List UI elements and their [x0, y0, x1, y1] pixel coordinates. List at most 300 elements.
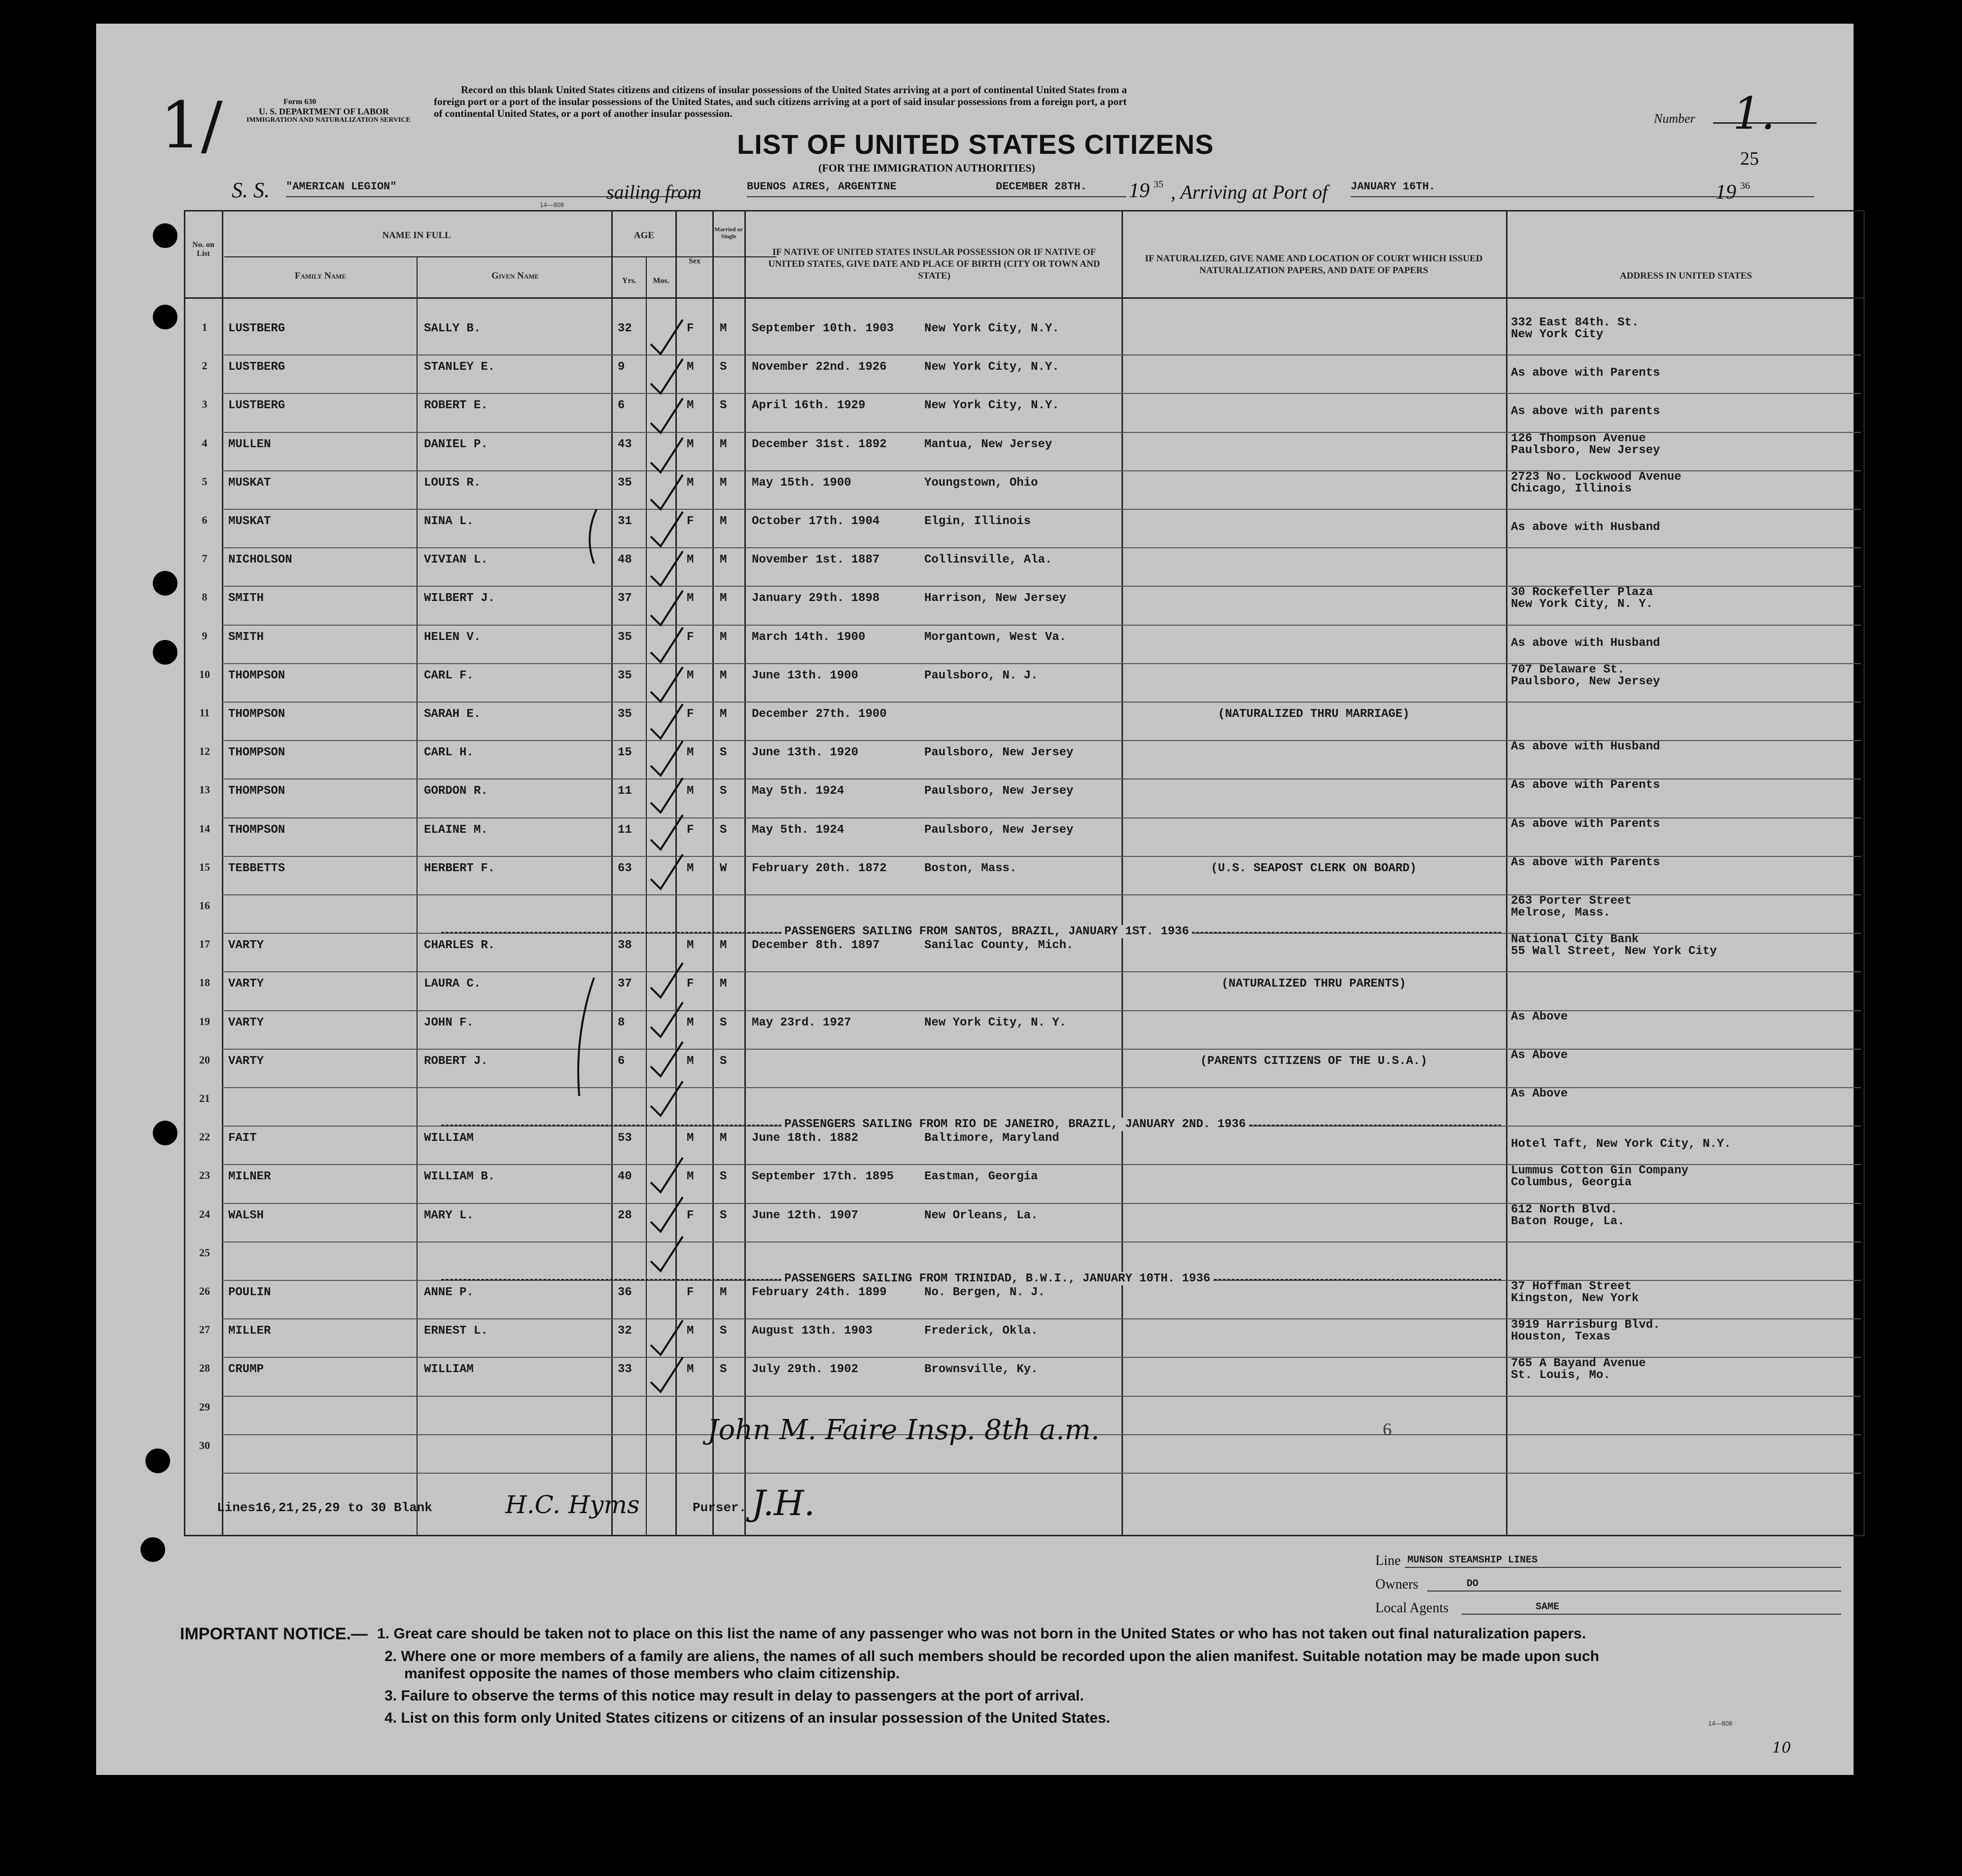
row-number: 16: [199, 899, 210, 912]
row-number: 27: [199, 1323, 210, 1336]
table-cell-naturalization: (NATURALIZED THRU PARENTS): [1221, 977, 1406, 991]
table-cell-sex: M: [687, 399, 694, 413]
table-cell-age: 48: [618, 553, 632, 567]
header-address: ADDRESS IN UNITED STATES: [1619, 271, 1752, 281]
table-cell-given: ANNE P.: [424, 1286, 474, 1299]
row-number: 2: [202, 359, 208, 372]
table-cell-marital: M: [720, 553, 727, 567]
col-divider: [646, 256, 647, 1536]
punch-hole: [145, 1449, 170, 1473]
header-age: AGE: [633, 230, 655, 241]
table-cell-birth-date: May 23rd. 1927: [752, 1016, 851, 1029]
from-underline: [747, 196, 1126, 197]
table-cell-marital: S: [720, 746, 727, 760]
table-cell-address-2: Melrose, Mass.: [1511, 906, 1611, 920]
table-cell-given: CHARLES R.: [424, 939, 495, 953]
table-cell-given: JOHN F.: [424, 1016, 474, 1029]
table-cell-birth-date: October 17th. 1904: [752, 515, 880, 528]
row-rule: [222, 1049, 1861, 1050]
preamble-line-2: foreign port or a port of the insular possessions of the United States, and such citizens arriving at a port of said insular possessions from a foreign port, a port: [434, 96, 1127, 107]
table-cell-given: HERBERT F.: [424, 861, 495, 875]
table-cell-age: 28: [618, 1208, 632, 1222]
table-cell-given: WILBERT J.: [424, 592, 495, 605]
table-cell-age: 36: [618, 1286, 632, 1299]
table-cell-marital: M: [720, 630, 727, 644]
table-cell-given: ROBERT J.: [424, 1054, 488, 1068]
corner-note: 10: [1772, 1739, 1791, 1757]
col-divider: [1506, 210, 1507, 1536]
table-cell-address-1: National City Bank: [1511, 933, 1639, 947]
table-cell-address-2: Baton Rouge, La.: [1511, 1214, 1625, 1228]
brace-mark: [569, 975, 599, 1098]
table-cell-sex: M: [687, 476, 694, 490]
table-cell-family: TEBBETTS: [228, 861, 285, 875]
table-cell-sex: M: [687, 1054, 694, 1068]
page-subtitle: (FOR THE IMMIGRATION AUTHORITIES): [818, 162, 1035, 174]
table-cell-birth-date: June 12th. 1907: [752, 1208, 859, 1222]
table-cell-address-1: 332 East 84th. St.: [1511, 316, 1639, 329]
form-number: Form 630: [283, 98, 316, 106]
row-number: 10: [199, 668, 210, 680]
table-cell-given: VIVIAN L.: [424, 553, 488, 567]
preamble-line-3: of continental United States, or a port of another insular possession.: [434, 107, 733, 119]
table-cell-address-1: 126 Thompson Avenue: [1511, 431, 1646, 445]
col-divider: [611, 210, 613, 1536]
purser-signature: H.C. Hyms: [505, 1490, 640, 1519]
row-number: 20: [199, 1053, 210, 1066]
blank-lines-note: Lines16,21,25,29 to 30 Blank: [217, 1500, 432, 1515]
notice-item-4: 4. List on this form only United States citizens or citizens of an insular possession of the United States.: [385, 1710, 1110, 1726]
row-rule: [222, 547, 1861, 548]
table-cell-address-1: 707 Delaware St.: [1511, 663, 1625, 676]
table-cell-marital: S: [720, 360, 727, 374]
table-cell-address-2: As above with Husband: [1511, 636, 1660, 650]
table-cell-address-2: 55 Wall Street, New York City: [1511, 945, 1717, 958]
row-rule: [222, 1396, 1861, 1397]
table-cell-family: THOMPSON: [228, 746, 285, 760]
table-cell-marital: S: [720, 1016, 727, 1029]
line-underline: [1405, 1567, 1841, 1568]
table-cell-birth-date: November 1st. 1887: [752, 553, 880, 567]
table-cell-naturalization: (NATURALIZED THRU MARRIAGE): [1218, 708, 1410, 721]
table-cell-birth-place: New Orleans, La.: [924, 1208, 1038, 1222]
table-cell-address-1: As above with Parents: [1511, 779, 1660, 792]
table-cell-address-2: New York City: [1511, 328, 1604, 341]
row-number: 5: [202, 475, 208, 488]
table-cell-sex: M: [687, 939, 694, 953]
table-cell-family: SMITH: [228, 630, 264, 644]
row-number: 1: [202, 321, 208, 333]
row-number: 14: [199, 822, 210, 835]
table-cell-age: 43: [618, 437, 632, 451]
sail-year-prefix: 19: [1129, 179, 1150, 202]
col-divider: [712, 210, 714, 1536]
table-cell-marital: M: [720, 708, 727, 721]
table-cell-address-2: Paulsboro, New Jersey: [1511, 674, 1660, 688]
header-given: Given Name: [491, 271, 539, 281]
table-cell-sex: F: [687, 1286, 694, 1299]
sail-year: 35: [1154, 179, 1163, 190]
table-cell-birth-place: Paulsboro, New Jersey: [924, 784, 1074, 798]
table-cell-address-1: 30 Rockefeller Plaza: [1511, 586, 1653, 600]
header-bottom-line: [184, 297, 1865, 299]
table-cell-family: VARTY: [228, 1016, 264, 1029]
row-rule: [222, 702, 1861, 703]
row-rule: [222, 1473, 1861, 1474]
notice-item-3: 3. Failure to observe the terms of this notice may result in delay to passengers at the port of arrival.: [385, 1688, 1084, 1704]
arrive-year-prefix: 19: [1716, 181, 1736, 204]
table-cell-sex: M: [687, 1324, 694, 1338]
notice-item-1: 1. Great care should be taken not to place on this list the name of any passenger who was not born in the United States or who has not taken out final naturalization papers.: [377, 1626, 1586, 1642]
table-cell-address-1: As Above: [1511, 1087, 1568, 1100]
row-number: 19: [199, 1015, 210, 1027]
table-cell-address-1: 37 Hoffman Street: [1511, 1280, 1632, 1293]
row-number: 29: [199, 1400, 210, 1413]
table-cell-address-2: Chicago, Illinois: [1511, 482, 1632, 496]
row-number: 25: [199, 1246, 210, 1259]
table-cell-family: LUSTBERG: [228, 322, 285, 335]
table-cell-marital: S: [720, 1054, 727, 1068]
number-value: 1.: [1733, 88, 1775, 140]
table-cell-address-2: As above with Husband: [1511, 521, 1660, 534]
notice-item-2a: 2. Where one or more members of a family are aliens, the names of all such members should be recorded upon the alien manifest. Suitable notation may be made upon such: [385, 1648, 1599, 1664]
table-cell-birth-place: Paulsboro, N. J.: [924, 669, 1038, 682]
notice-item-2b: manifest opposite the names of those members who claim citizenship.: [404, 1665, 900, 1682]
table-cell-given: LAURA C.: [424, 977, 481, 991]
table-cell-marital: S: [720, 399, 727, 413]
table-cell-marital: M: [720, 939, 727, 953]
table-cell-sex: F: [687, 977, 694, 991]
table-cell-sex: M: [687, 360, 694, 374]
row-rule: [222, 354, 1861, 355]
table-cell-marital: S: [720, 823, 727, 837]
row-number: 18: [199, 976, 210, 989]
from-port: BUENOS AIRES, ARGENTINE: [747, 180, 897, 193]
row-rule: [222, 1241, 1861, 1242]
table-cell-given: SARAH E.: [424, 708, 481, 721]
header-yrs: Yrs.: [622, 277, 636, 285]
table-cell-given: WILLIAM: [424, 1132, 474, 1145]
table-cell-address-2: Columbus, Georgia: [1511, 1176, 1632, 1190]
table-cell-address-2: Kingston, New York: [1511, 1292, 1639, 1305]
table-cell-given: NINA L.: [424, 515, 474, 528]
table-cell-birth-place: Baltimore, Maryland: [924, 1132, 1059, 1145]
table-cell-marital: M: [720, 437, 727, 451]
table-cell-given: ERNEST L.: [424, 1324, 488, 1338]
row-number: 15: [199, 860, 210, 873]
table-cell-birth-date: April 16th. 1929: [752, 399, 866, 413]
table-cell-birth-date: March 14th. 1900: [752, 630, 866, 644]
table-cell-address-1: 263 Porter Street: [1511, 894, 1632, 908]
table-cell-given: LOUIS R.: [424, 476, 481, 490]
table-cell-sex: F: [687, 823, 694, 837]
row-rule: [222, 393, 1861, 394]
table-cell-age: 11: [618, 784, 632, 798]
header-mos: Mos.: [653, 277, 669, 285]
table-cell-birth-date: June 13th. 1900: [752, 669, 859, 682]
row-rule: [222, 509, 1861, 510]
table-cell-marital: W: [720, 861, 727, 875]
ss-label: S. S.: [232, 178, 270, 202]
row-number: 30: [199, 1439, 210, 1451]
preamble-line-1: Record on this blank United States citizens and citizens of insular possessions of the United States arriving at a port of continental United States from a: [461, 84, 1127, 96]
row-number: 21: [199, 1092, 210, 1104]
table-cell-age: 37: [618, 977, 632, 991]
table-cell-address-1: 2723 No. Lockwood Avenue: [1511, 470, 1682, 484]
table-cell-sex: M: [687, 1132, 694, 1145]
table-cell-age: 38: [618, 939, 632, 953]
check-marks-svg: [648, 319, 688, 1404]
table-cell-address-2: As above with parents: [1511, 405, 1660, 419]
table-cell-age: 6: [618, 399, 625, 413]
agents-label: Local Agents: [1375, 1600, 1449, 1616]
row-number: 24: [199, 1207, 210, 1220]
agents-underline: [1462, 1614, 1841, 1615]
table-cell-birth-date: September 10th. 1903: [752, 322, 894, 335]
line-label: Line: [1375, 1553, 1401, 1568]
table-cell-address-1: As above with Parents: [1511, 855, 1660, 869]
table-cell-given: STANLEY E.: [424, 360, 495, 374]
arrive-date: JANUARY 16TH.: [1351, 180, 1436, 193]
table-cell-age: 15: [618, 746, 632, 760]
table-cell-birth-place: New York City, N.Y.: [924, 399, 1059, 413]
table-cell-birth-date: December 27th. 1900: [752, 708, 887, 721]
table-cell-birth-place: New York City, N.Y.: [924, 360, 1059, 374]
table-cell-address-1: As Above: [1511, 1010, 1568, 1024]
service: IMMIGRATION AND NATURALIZATION SERVICE: [246, 116, 411, 124]
table-cell-birth-place: Paulsboro, New Jersey: [924, 746, 1074, 760]
agents-value: SAME: [1536, 1601, 1560, 1613]
footer-code: 14—808: [1708, 1720, 1733, 1727]
table-cell-given: SALLY B.: [424, 322, 481, 335]
table-cell-marital: S: [720, 1324, 727, 1338]
table-cell-naturalization: (PARENTS CITIZENS OF THE U.S.A.): [1200, 1054, 1428, 1068]
table-cell-sex: M: [687, 1170, 694, 1184]
table-cell-family: WALSH: [228, 1208, 264, 1222]
table-cell-sex: M: [687, 1363, 694, 1377]
page-number: 25: [1740, 148, 1759, 169]
row-number: 6: [202, 514, 208, 526]
arrive-underline: [1351, 196, 1814, 197]
table-cell-address-1: As above with Husband: [1511, 740, 1660, 754]
table-cell-birth-place: Boston, Mass.: [924, 861, 1017, 875]
table-cell-age: 9: [618, 360, 625, 374]
table-cell-birth-place: Mantua, New Jersey: [924, 437, 1052, 451]
page-title: LIST OF UNITED STATES CITIZENS: [737, 129, 1214, 160]
table-cell-marital: S: [720, 784, 727, 798]
punch-hole: [153, 571, 177, 596]
notice-heading: IMPORTANT NOTICE.—: [180, 1625, 368, 1643]
row-number: 28: [199, 1362, 210, 1375]
table-cell-marital: S: [720, 1208, 727, 1222]
table-cell-sex: M: [687, 592, 694, 605]
table-cell-birth-date: June 18th. 1882: [752, 1132, 859, 1145]
purser-label: Purser.: [693, 1500, 747, 1515]
row-number: 3: [202, 398, 208, 411]
table-cell-sex: F: [687, 630, 694, 644]
table-cell-age: 35: [618, 476, 632, 490]
table-cell-family: THOMPSON: [228, 784, 285, 798]
punch-hole: [153, 223, 177, 248]
table-cell-given: HELEN V.: [424, 630, 481, 644]
table-cell-birth-date: December 8th. 1897: [752, 939, 880, 953]
table-cell-family: MILLER: [228, 1324, 271, 1338]
table-cell-birth-date: February 24th. 1899: [752, 1286, 887, 1299]
table-cell-sex: F: [687, 515, 694, 528]
table-cell-marital: S: [720, 1363, 727, 1377]
table-cell-sex: M: [687, 784, 694, 798]
brace-mark: [582, 507, 601, 566]
table-cell-birth-date: January 29th. 1898: [752, 592, 880, 605]
table-cell-age: 6: [618, 1054, 625, 1068]
table-cell-address-1: 3919 Harrisburg Blvd.: [1511, 1318, 1660, 1332]
table-cell-sex: F: [687, 708, 694, 721]
table-cell-marital: M: [720, 322, 727, 335]
table-cell-age: 37: [618, 592, 632, 605]
table-cell-sex: M: [687, 553, 694, 567]
ship-name: "AMERICAN LEGION": [286, 180, 397, 193]
table-cell-family: VARTY: [228, 939, 264, 953]
table-cell-birth-date: May 5th. 1924: [752, 784, 844, 798]
table-cell-birth-date: September 17th. 1895: [752, 1170, 894, 1184]
table-cell-age: 8: [618, 1016, 625, 1029]
table-cell-birth-place: No. Bergen, N. J.: [924, 1286, 1045, 1299]
table-cell-given: CARL H.: [424, 746, 474, 760]
table-cell-family: THOMPSON: [228, 708, 285, 721]
punch-hole: [140, 1537, 165, 1562]
table-cell-birth-place: Eastman, Georgia: [924, 1170, 1038, 1184]
row-number: 4: [202, 436, 208, 449]
owners-label: Owners: [1375, 1577, 1419, 1592]
table-cell-marital: M: [720, 977, 727, 991]
table-cell-birth-place: Elgin, Illinois: [924, 515, 1031, 528]
table-cell-address-1: 612 North Blvd.: [1511, 1203, 1618, 1216]
table-cell-marital: S: [720, 1170, 727, 1184]
row-number: 9: [202, 629, 208, 642]
col-divider: [417, 256, 418, 1536]
table-cell-naturalization: (U.S. SEAPOST CLERK ON BOARD): [1211, 861, 1417, 875]
table-cell-birth-place: Harrison, New Jersey: [924, 592, 1067, 605]
table-cell-sex: F: [687, 1208, 694, 1222]
row-number: 13: [199, 783, 210, 796]
table-cell-age: 35: [618, 669, 632, 682]
purser-initials: J.H.: [752, 1483, 815, 1523]
manifest-sheet: [96, 24, 1854, 1775]
corner-mark: 1/: [160, 88, 223, 163]
col-divider: [222, 210, 223, 1536]
col-divider: [744, 210, 746, 1536]
table-cell-family: VARTY: [228, 1054, 264, 1068]
table-cell-given: WILLIAM B.: [424, 1170, 495, 1184]
count-mark: 6: [1383, 1419, 1392, 1439]
table-cell-marital: M: [720, 1132, 727, 1145]
table-cell-family: POULIN: [228, 1286, 271, 1299]
print-code: 14—808: [540, 201, 564, 209]
table-cell-address-2: St. Louis, Mo.: [1511, 1369, 1611, 1382]
table-cell-birth-place: Sanilac County, Mich.: [924, 939, 1074, 953]
arrive-year: 36: [1740, 180, 1750, 191]
table-cell-address-1: As Above: [1511, 1048, 1568, 1062]
table-cell-marital: M: [720, 669, 727, 682]
table-cell-given: GORDON R.: [424, 784, 488, 798]
table-cell-given: ELAINE M.: [424, 823, 488, 837]
table-cell-birth-date: May 15th. 1900: [752, 476, 851, 490]
table-cell-marital: M: [720, 1286, 727, 1299]
punch-hole: [153, 305, 177, 329]
header-naturalized: IF NATURALIZED, GIVE NAME AND LOCATION OF COURT WHICH ISSUED NATURALIZATION PAPERS, AND DATE OF PAPERS: [1145, 253, 1483, 276]
table-cell-age: 33: [618, 1363, 632, 1377]
table-cell-birth-place: Morgantown, West Va.: [924, 630, 1067, 644]
row-number: 22: [199, 1131, 210, 1143]
owners-value: DO: [1467, 1578, 1479, 1590]
separator-label: PASSENGERS SAILING FROM TRINIDAD, B.W.I., JANUARY 10TH. 1936: [781, 1272, 1213, 1285]
table-cell-address-2: Houston, Texas: [1511, 1330, 1611, 1344]
table-cell-family: LUSTBERG: [228, 360, 285, 374]
table-cell-address-1: 765 A Bayand Avenue: [1511, 1357, 1646, 1371]
header-no: No. on List: [192, 241, 214, 258]
table-cell-birth-date: May 5th. 1924: [752, 823, 844, 837]
table-cell-family: NICHOLSON: [228, 553, 292, 567]
table-cell-birth-date: August 13th. 1903: [752, 1324, 873, 1338]
table-cell-birth-place: Collinsville, Ala.: [924, 553, 1052, 567]
table-cell-age: 31: [618, 515, 632, 528]
table-cell-given: WILLIAM: [424, 1363, 474, 1377]
row-number: 23: [199, 1169, 210, 1182]
table-cell-family: MUSKAT: [228, 515, 271, 528]
table-cell-given: DANIEL P.: [424, 437, 488, 451]
table-cell-address-2: Hotel Taft, New York City, N.Y.: [1511, 1137, 1731, 1151]
table-cell-birth-place: Paulsboro, New Jersey: [924, 823, 1074, 837]
table-cell-marital: M: [720, 592, 727, 605]
table-cell-birth-date: December 31st. 1892: [752, 437, 887, 451]
row-number: 11: [199, 707, 210, 719]
table-cell-marital: M: [720, 515, 727, 528]
table-cell-age: 11: [618, 823, 632, 837]
table-cell-given: MARY L.: [424, 1208, 474, 1222]
department: U. S. DEPARTMENT OF LABOR: [259, 106, 389, 116]
row-rule: [222, 1087, 1861, 1088]
punch-hole: [153, 1121, 177, 1145]
table-cell-birth-place: Youngstown, Ohio: [924, 476, 1038, 490]
table-cell-sex: M: [687, 746, 694, 760]
separator-label: PASSENGERS SAILING FROM RIO DE JANEIRO, BRAZIL, JANUARY 2ND. 1936: [781, 1118, 1249, 1131]
table-cell-family: MILNER: [228, 1170, 271, 1184]
table-cell-address-1: Lummus Cotton Gin Company: [1511, 1164, 1689, 1178]
table-cell-birth-place: New York City, N.Y.: [924, 322, 1059, 335]
row-number: 12: [199, 745, 210, 758]
table-cell-family: MUSKAT: [228, 476, 271, 490]
table-cell-age: 40: [618, 1170, 632, 1184]
table-cell-sex: M: [687, 669, 694, 682]
row-number: 7: [202, 552, 208, 565]
table-cell-family: THOMPSON: [228, 669, 285, 682]
table-cell-address-2: New York City, N. Y.: [1511, 598, 1653, 611]
table-cell-sex: M: [687, 861, 694, 875]
header-birth: IF NATIVE OF UNITED STATES INSULAR POSSESSION OR IF NATIVE OF UNITED STATES, GIVE DATE AND PLACE OF BIRTH (CITY OR TOWN AND STATE): [768, 247, 1100, 281]
table-cell-address-1: As above with Parents: [1511, 817, 1660, 831]
table-cell-address-2: As above with Parents: [1511, 366, 1660, 380]
table-cell-marital: M: [720, 476, 727, 490]
table-cell-age: 32: [618, 1324, 632, 1338]
table-cell-sex: M: [687, 437, 694, 451]
row-number: 26: [199, 1285, 210, 1297]
table-cell-family: CRUMP: [228, 1363, 264, 1377]
line-value: MUNSON STEAMSHIP LINES: [1407, 1555, 1538, 1566]
header-name-in-full: NAME IN FULL: [382, 230, 451, 241]
inspector-signature: John M. Faire Insp. 8th a.m.: [707, 1414, 1100, 1446]
header-sex: Sex: [689, 257, 701, 265]
punch-hole: [153, 640, 177, 665]
